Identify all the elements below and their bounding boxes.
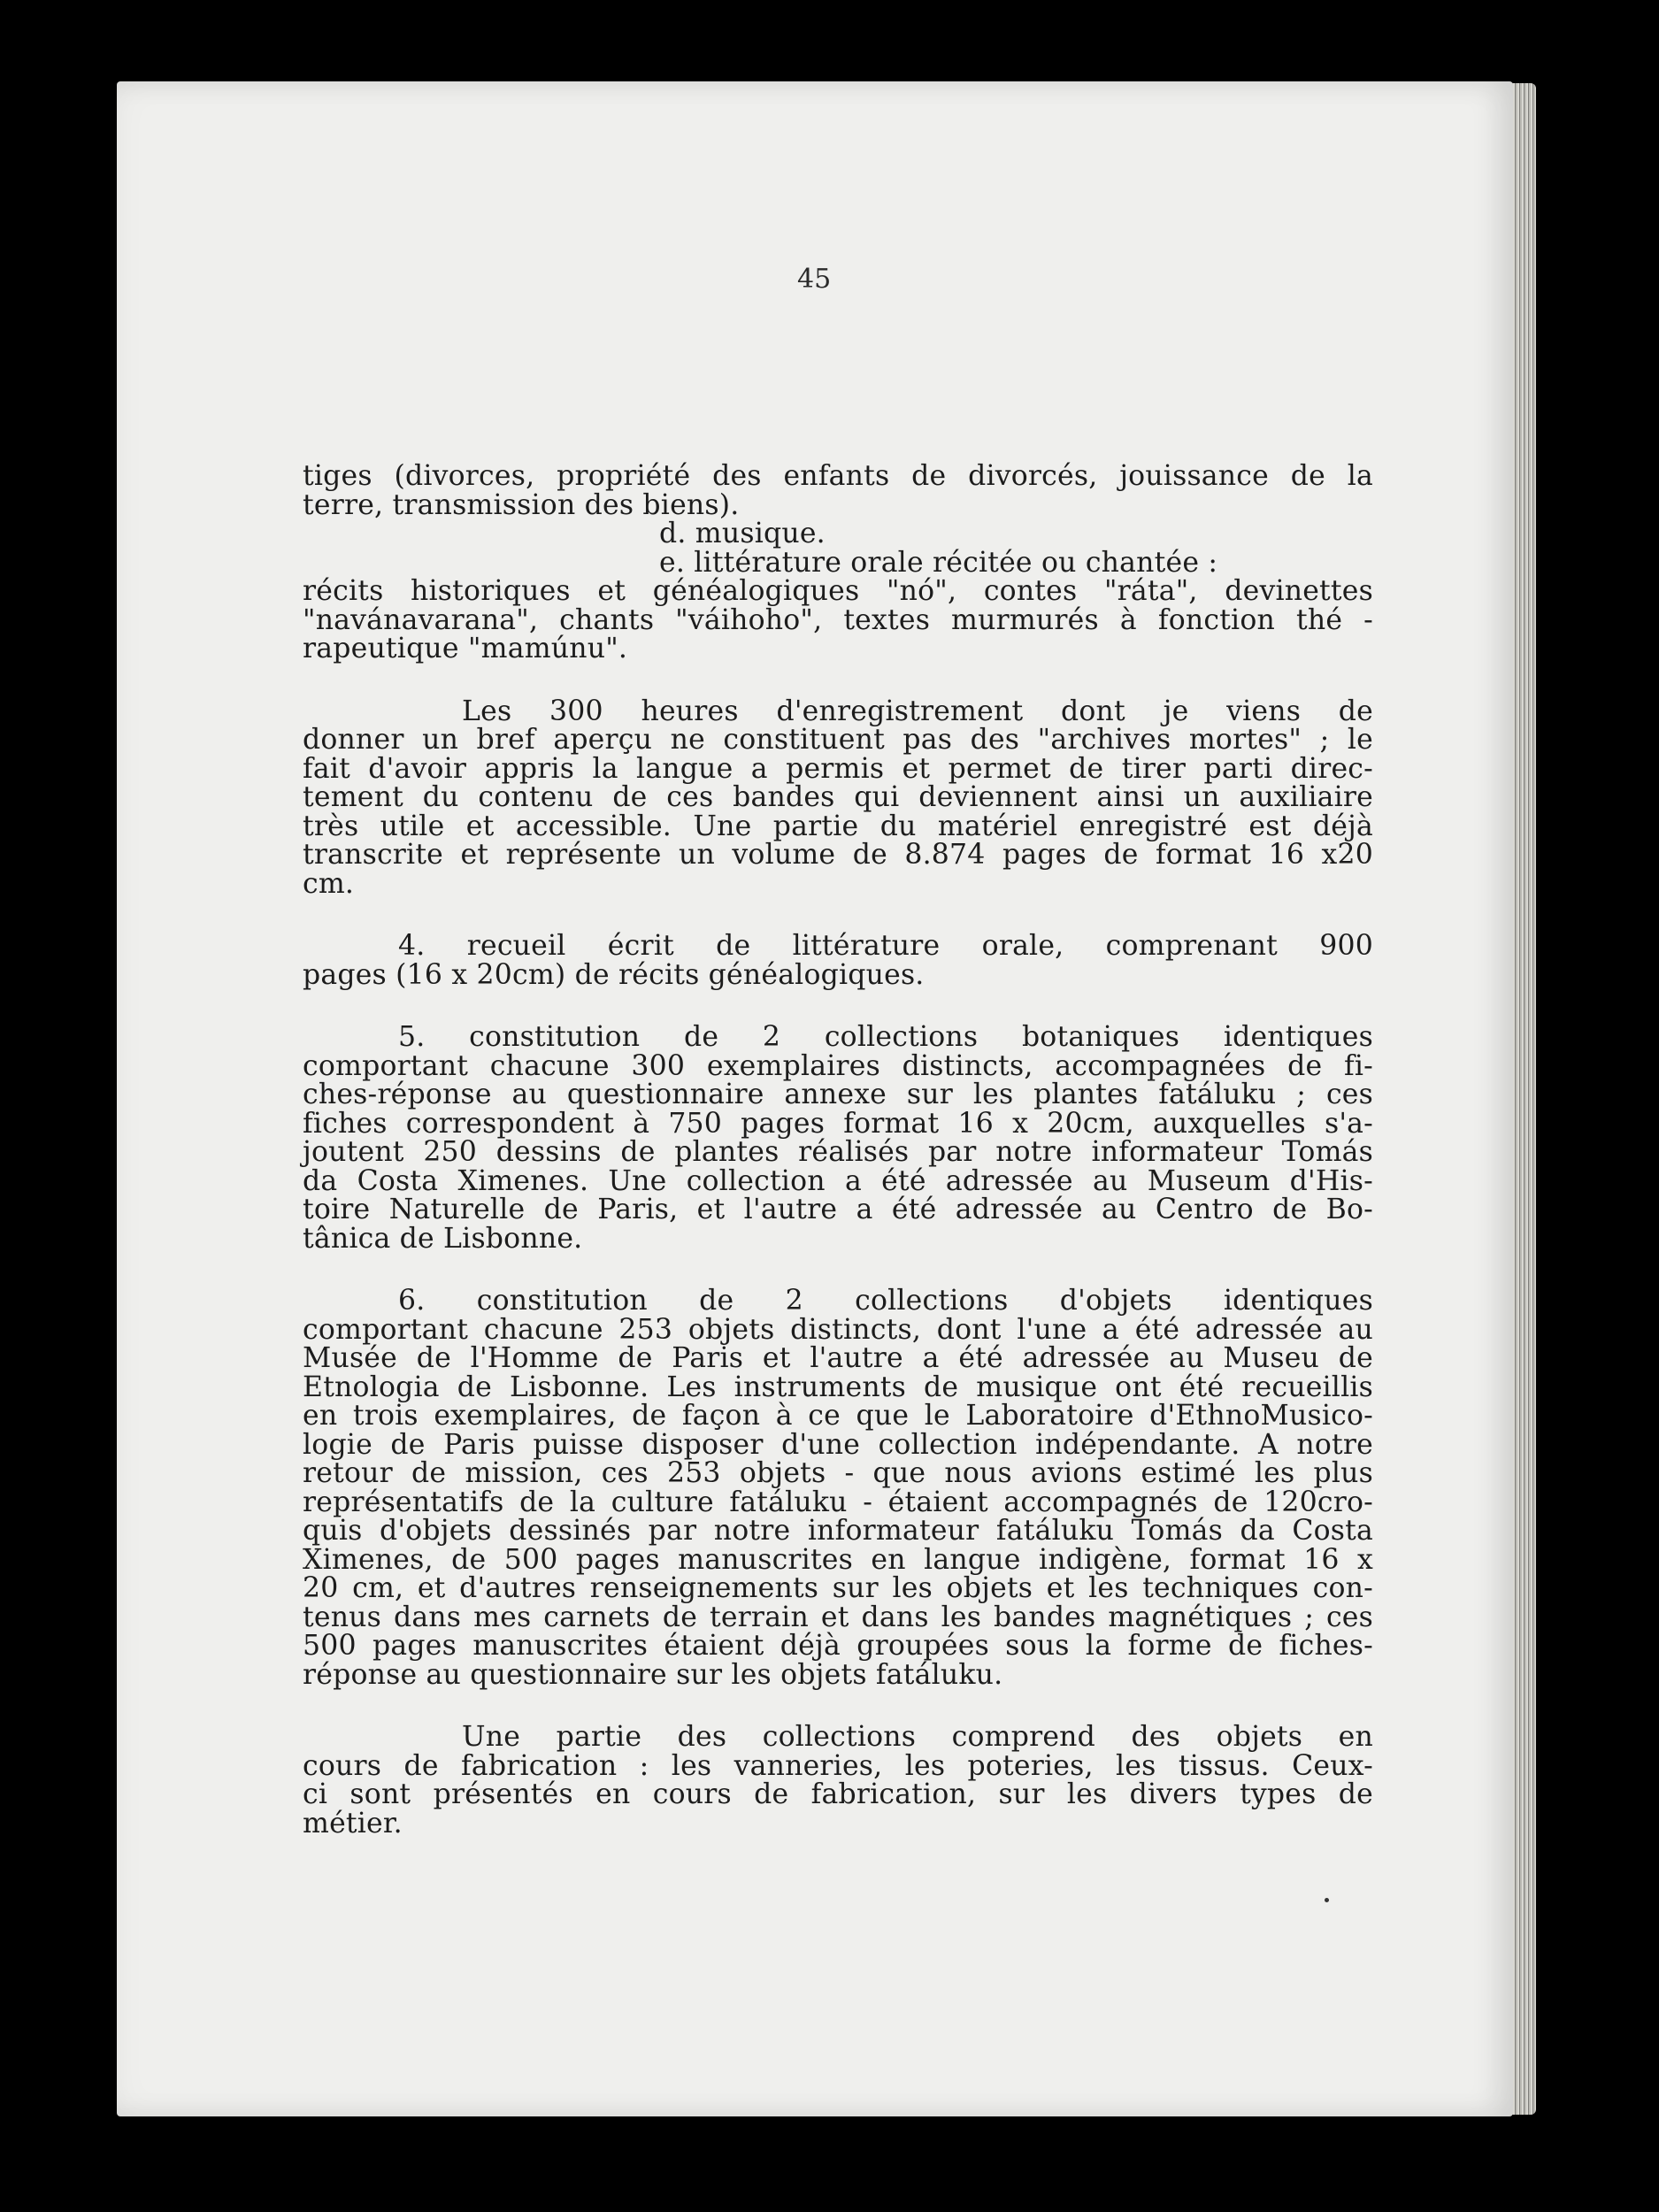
paragraph [303,519,1373,549]
text-line: Une partie des collections comprend des objets en [462,1721,1373,1753]
text-line: toire Naturelle de Paris, et l'autre a été adressée au Centro de Bo- [303,1194,1373,1225]
text-line: logie de Paris puisse disposer d'une collection indépendante. A notre [303,1428,1373,1461]
text-line: représentatifs de la culture fatáluku - étaient accompagnés de 120cro- [303,1486,1373,1518]
text-line: cours de fabrication : les vanneries, les poteries, les tissus. Ceux- [303,1749,1373,1782]
text-line: e. littérature orale récitée ou chantée : [659,546,1218,579]
text-line: cm. [303,867,355,900]
paragraph [303,697,1373,899]
text-line: transcrite et représente un volume de 8.874 pages de format 16 x20 [303,839,1373,871]
text-line: tânica de Lisbonne. [303,1222,583,1255]
page-number: 45 [797,264,832,295]
text-line: 6. constitution de 2 collections d'objets identiques [398,1285,1373,1317]
paragraph-gap [303,1253,1373,1286]
text-line: pages (16 x 20cm) de récits généalogiques. [303,958,925,991]
text-line: comportant chacune 253 objets distincts, dont l'une a été adressée au [303,1313,1373,1346]
text-line: donner un bref aperçu ne constituent pas des "archives mortes" ; le [303,724,1373,756]
text-line: terre, transmission des biens). [303,488,740,521]
text-line: réponse au questionnaire sur les objets fatáluku. [303,1658,1003,1691]
paragraph [303,546,1373,579]
text-line: fait d'avoir appris la langue a permis et permet de tirer parti direc- [303,752,1373,785]
text-line: tement du contenu de ces bandes qui deviennent ainsi un auxiliaire [303,781,1373,813]
paragraph [303,462,1373,519]
text-line: métier. [303,1807,403,1839]
paragraph [303,1023,1373,1253]
text-line: ci sont présentés en cours de fabrication, sur les divers types de [303,1778,1373,1810]
text-line: rapeutique "mamúnu". [303,633,628,664]
text-line: da Costa Ximenes. Une collection a été adressée au Museum d'His- [303,1164,1373,1197]
text-line: d. musique. [659,518,826,549]
text-line: Les 300 heures d'enregistrement dont je viens de [462,695,1373,727]
text-line: Musée de l'Homme de Paris et l'autre a été adressée au Museu de [303,1342,1373,1374]
paragraph [303,1286,1373,1689]
text-line: en trois exemplaires, de façon à ce que le Laboratoire d'EthnoMusico- [303,1400,1373,1432]
text-line: fiches correspondent à 750 pages format 16 x 20cm, auxquelles s'a- [303,1107,1373,1140]
text-line: Etnologia de Lisbonne. Les instruments de musique ont été recueillis [303,1371,1373,1403]
text-line: 5. constitution de 2 collections botaniques identiques [398,1021,1373,1053]
paragraph [303,932,1373,989]
text-line: ches-réponse au questionnaire annexe sur les plantes fatáluku ; ces [303,1079,1373,1110]
text-line: 500 pages manuscrites étaient déjà groupées sous la forme de fiches- [303,1630,1373,1662]
text-line: tiges (divorces, propriété des enfants de divorcés, jouissance de la [303,460,1373,492]
text-line: joutent 250 dessins de plantes réalisés par notre informateur Tomás [303,1136,1373,1168]
text-line: Ximenes, de 500 pages manuscrites en langue indigène, format 16 x [303,1543,1373,1576]
text-line: très utile et accessible. Une partie du matériel enregistré est déjà [303,810,1373,842]
text-line: retour de mission, ces 253 objets - que nous avions estimé les plus [303,1457,1373,1489]
ink-speck [1325,1898,1329,1902]
paragraph-gap [303,664,1373,697]
paragraph-gap [303,1689,1373,1723]
paragraph-gap [303,989,1373,1023]
text-line: quis d'objets dessinés par notre informateur fatáluku Tomás da Costa [303,1515,1373,1547]
paragraph [303,577,1373,664]
paragraph-gap [303,898,1373,932]
text-line: 4. recueil écrit de littérature orale, comprenant 900 [398,930,1373,962]
text-line: récits historiques et généalogiques "nó", contes "ráta", devinettes [303,575,1373,607]
text-line: 20 cm, et d'autres renseignements sur les objets et les techniques con- [303,1572,1373,1604]
text-line: tenus dans mes carnets de terrain et dans les bandes magnétiques ; ces [303,1601,1373,1633]
body-text [303,462,1373,1838]
text-line: comportant chacune 300 exemplaires distincts, accompagnées de fi- [303,1049,1373,1082]
paragraph [303,1723,1373,1838]
text-line: "navánavarana", chants "váihoho", textes murmurés à fonction thé - [303,603,1373,636]
